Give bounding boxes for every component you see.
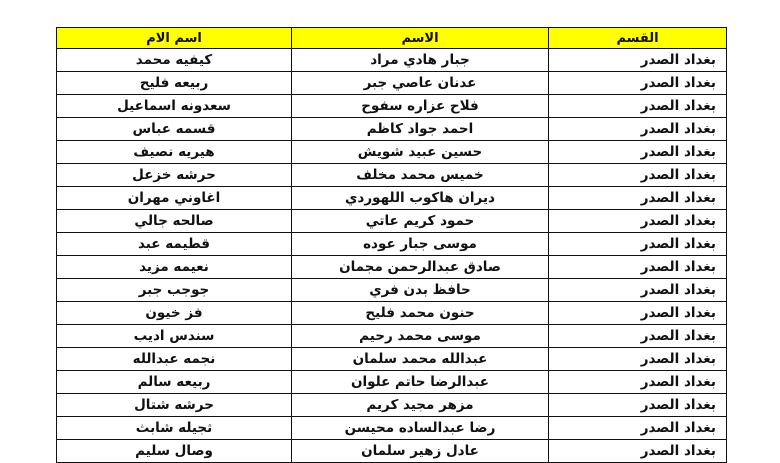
cell-mother: سندس اديب	[57, 325, 292, 348]
cell-department: بغداد الصدر	[549, 95, 727, 118]
table-row	[57, 302, 727, 325]
cell-mother: صالحه جالي	[57, 210, 292, 233]
cell-name: حنون محمد فليح	[292, 302, 549, 325]
table-row	[57, 325, 727, 348]
table-row	[57, 348, 727, 371]
cell-mother: هيريه نصيف	[57, 141, 292, 164]
cell-mother: سعدونه اسماعيل	[57, 95, 292, 118]
cell-mother: قسمه عباس	[57, 118, 292, 141]
cell-name: عدنان عاصي جبر	[292, 72, 549, 95]
cell-department: بغداد الصدر	[549, 325, 727, 348]
cell-mother: اغاوني مهران	[57, 187, 292, 210]
cell-mother: نجمه عبدالله	[57, 348, 292, 371]
cell-mother: حرشه خزعل	[57, 164, 292, 187]
cell-department: بغداد الصدر	[549, 302, 727, 325]
table-row	[57, 279, 727, 302]
cell-name: حمود كريم عاتي	[292, 210, 549, 233]
cell-name: خميس محمد مخلف	[292, 164, 549, 187]
table-row	[57, 440, 727, 463]
cell-mother: ربيعه سالم	[57, 371, 292, 394]
table-row	[57, 394, 727, 417]
cell-department: بغداد الصدر	[549, 256, 727, 279]
cell-name: عادل زهير سلمان	[292, 440, 549, 463]
table-row	[57, 417, 727, 440]
cell-name: موسى جبار عوده	[292, 233, 549, 256]
cell-name: عبدالله محمد سلمان	[292, 348, 549, 371]
cell-department: بغداد الصدر	[549, 210, 727, 233]
cell-department: بغداد الصدر	[549, 417, 727, 440]
table-row	[57, 187, 727, 210]
cell-name: موسى محمد رحيم	[292, 325, 549, 348]
table-row	[57, 164, 727, 187]
cell-department: بغداد الصدر	[549, 164, 727, 187]
header-row	[57, 28, 727, 49]
cell-department: بغداد الصدر	[549, 371, 727, 394]
cell-name: حسين عبيد شويش	[292, 141, 549, 164]
cell-name: جبار هادي مراد	[292, 49, 549, 72]
cell-department: بغداد الصدر	[549, 394, 727, 417]
cell-name: مزهر مجيد كريم	[292, 394, 549, 417]
cell-mother: حرشه شتال	[57, 394, 292, 417]
cell-mother: فز خيون	[57, 302, 292, 325]
names-table	[56, 27, 727, 463]
cell-name: فلاح عزاره سفوح	[292, 95, 549, 118]
table-row	[57, 233, 727, 256]
cell-department: بغداد الصدر	[549, 72, 727, 95]
cell-name: ديران هاكوب اللهوردي	[292, 187, 549, 210]
cell-department: بغداد الصدر	[549, 279, 727, 302]
cell-mother: ربيعه فليح	[57, 72, 292, 95]
cell-mother: ثجيله شابث	[57, 417, 292, 440]
cell-mother: قطيمه عبد	[57, 233, 292, 256]
header-department: القسم	[549, 28, 727, 49]
cell-department: بغداد الصدر	[549, 118, 727, 141]
cell-name: عبدالرضا حاتم علوان	[292, 371, 549, 394]
cell-mother: كيفيه محمد	[57, 49, 292, 72]
cell-department: بغداد الصدر	[549, 187, 727, 210]
header-mother: اسم الام	[57, 28, 292, 49]
cell-mother: نعيمه مزيد	[57, 256, 292, 279]
cell-name: حافظ بدن فري	[292, 279, 549, 302]
cell-department: بغداد الصدر	[549, 49, 727, 72]
table-row	[57, 210, 727, 233]
table-row	[57, 141, 727, 164]
header-name: الاسم	[292, 28, 549, 49]
cell-department: بغداد الصدر	[549, 141, 727, 164]
table-row	[57, 371, 727, 394]
cell-mother: جوجب جبر	[57, 279, 292, 302]
cell-department: بغداد الصدر	[549, 440, 727, 463]
table-row	[57, 95, 727, 118]
cell-department: بغداد الصدر	[549, 348, 727, 371]
table-row	[57, 118, 727, 141]
cell-mother: وصال سليم	[57, 440, 292, 463]
table-row	[57, 72, 727, 95]
table-row	[57, 49, 727, 72]
names-sheet	[56, 27, 726, 463]
cell-name: صادق عبدالرحمن مجمان	[292, 256, 549, 279]
cell-name: رضا عبدالساده محيسن	[292, 417, 549, 440]
cell-department: بغداد الصدر	[549, 233, 727, 256]
table-row	[57, 256, 727, 279]
cell-name: احمد جواد كاظم	[292, 118, 549, 141]
